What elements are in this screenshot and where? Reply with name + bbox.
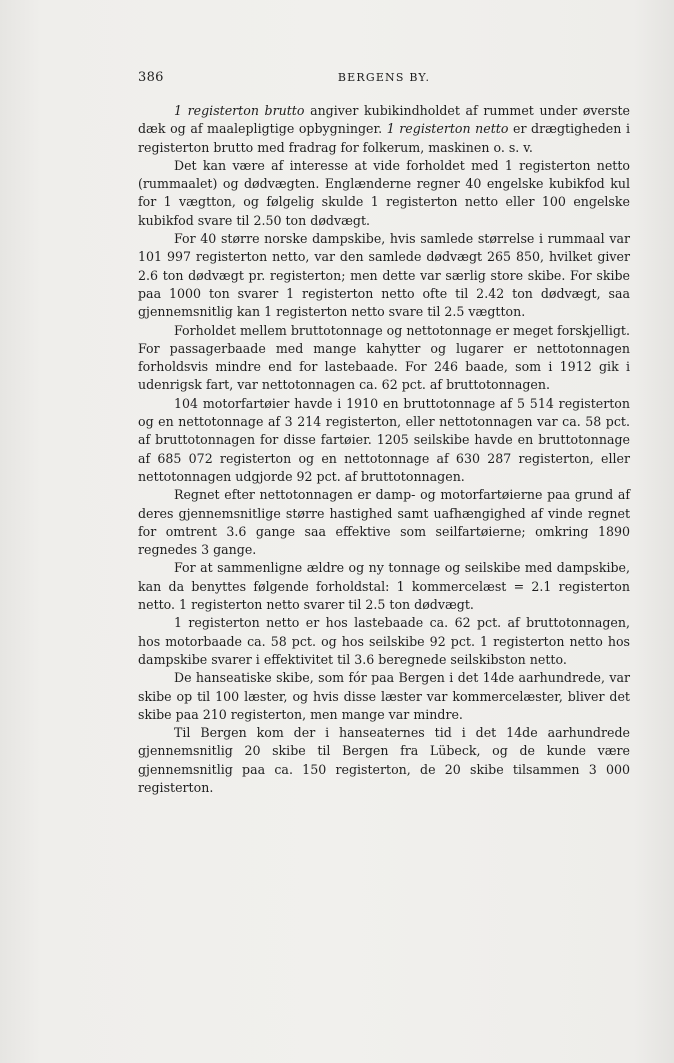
paragraph-definitions xyxy=(138,102,630,157)
paragraph: For 40 større norske dampskibe, hvis samlede størrelse i rummaal var 101 997 registerton netto, var den samlede dødvægt 265 850, hvilket giver 2.6 ton dødvægt pr. registerton; men dette var særlig store skibe. For skibe paa 1000 ton svarer 1 registerton netto ofte til 2.42 ton dødvægt, saa gjennemsnitlig kan 1 registerton netto svare til 2.5 vægtton. xyxy=(138,231,630,320)
paragraph: Forholdet mellem bruttotonnage og nettotonnage er meget forskjelligt. For passagerbaade med mange kahytter og lugarer er nettotonnagen forholdsvis mindre end for lastebaade. For 246 baade, som i 1912 gik i udenrigsk fart, var nettotonnagen ca. 62 pct. af bruttotonnagen. xyxy=(138,322,630,393)
paragraph: De hanseatiske skibe, som fór paa Bergen i det 14de aarhundrede, var skibe op til 100 læster, og hvis disse læster var kommercelæster, bliver det skibe paa 210 registerton, men mange var mindre. xyxy=(138,670,630,722)
definition-netto: er drægtigheden i registerton brutto med fradrag for folkerum, maskinen o. s. v. xyxy=(138,121,630,155)
paragraph: Til Bergen kom der i hanseaternes tid i det 14de aarhundrede gjennemsnitlig 20 skibe til Bergen fra Lübeck, og de kunde være gjennemsnitlig paa ca. 150 registerton, de 20 skibe tilsammen 3 000 registerton. xyxy=(138,725,630,795)
term-brutto: 1 registerton brutto xyxy=(174,103,305,118)
paragraph: Regnet efter nettotonnagen er damp- og motorfartøierne paa grund af deres gjennemsnitlige større hastighed samt uafhængighed af vinde regnet for omtrent 3.6 gange saa effektive som seilfartøierne; omkring 1890 regnedes 3 gange. xyxy=(138,487,630,558)
definition-brutto: angiver kubikindholdet af rummet under øverste dæk og af maalepligtige opbygninger. xyxy=(138,103,630,137)
page-number: 386 xyxy=(138,70,164,85)
page-header xyxy=(138,70,630,90)
paragraph: 104 motorfartøier havde i 1910 en bruttotonnage af 5 514 registerton og en nettotonnage af 3 214 registerton, eller nettotonnagen var ca. 58 pct. af bruttotonnagen for disse fartøier. 1205 seilskibe havde en bruttotonnage af 685 072 registerton og en nettotonnage af 630 287 registerton, eller nettotonnagen udgjorde 92 pct. af bruttotonnagen. xyxy=(138,395,630,484)
paragraph: Det kan være af interesse at vide forholdet med 1 registerton netto (rummaalet) og dødvægten. Englænderne regner 40 engelske kubikfod kul for 1 vægtton, og følgelig skulde 1 registerton netto eller 100 engelske kubikfod svare til 2.50 ton dødvægt. xyxy=(138,157,630,228)
running-head: BERGENS BY. xyxy=(337,71,431,84)
term-netto: 1 registerton netto xyxy=(386,121,509,137)
paragraph: For at sammenligne ældre og ny tonnage og seilskibe med dampskibe, kan da benyttes følgende forholdstal: 1 kommercelæst = 2.1 registerton netto. 1 registerton netto svarer til 2.5 ton dødvægt. xyxy=(138,560,630,613)
body-text xyxy=(138,102,630,797)
paragraph: 1 registerton netto er hos lastebaade ca. 62 pct. af bruttotonnagen, hos motorbaade ca. 58 pct. og hos seilskibe 92 pct. 1 registerton netto hos dampskibe svarer i effektivitet til 3.6 beregnede seilskibston netto. xyxy=(138,615,630,667)
